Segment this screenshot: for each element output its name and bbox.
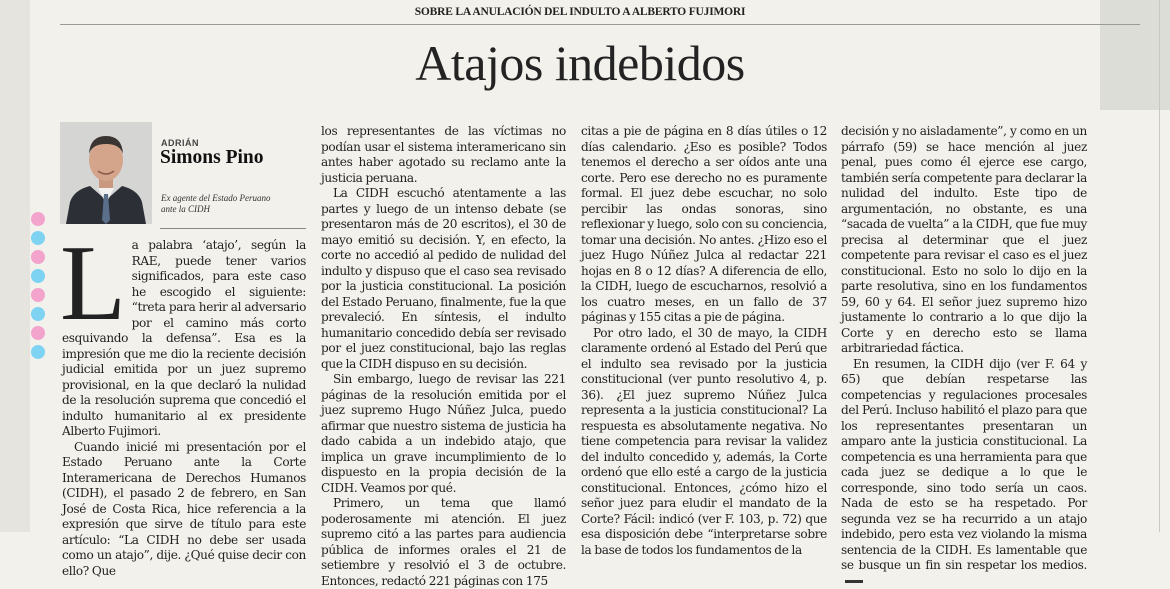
paragraph: decisión y no aisladamente”, y como en un párrafo (59) se hace mención al juez penal, pues como él ejerce ese cargo, también sería competente para declarar la nulidad del indulto. Este tipo de argumentación, no obstante, es una “sacada de vuelta” a la CIDH, que fue muy precisa al determinar que el juez competente para revisar el caso es el juez constitucional. Esto no solo lo dijo en la parte resolutiva, sino en los fundamentos 59, 60 y 64. El señor juez supremo hizo justamente lo contrario a lo que dijo la Corte y en derecho esto se llama arbitrariedad fáctica. <box>841 124 1087 357</box>
calibration-dot <box>31 288 45 302</box>
drop-cap: L <box>60 244 126 330</box>
author-portrait-icon <box>60 122 152 224</box>
column-4 <box>841 124 1087 589</box>
paragraph: Por otro lado, el 30 de mayo, la CIDH claramente ordenó al Estado del Perú que el indulto sea revisado por la justicia constitucional (ver punto resolutivo 4, p. 36). ¿El juez supremo Núñez Julca representa a la justicia constitucional? La respuesta es absolutamente negativa. No tiene competencia para revisar la validez del indulto concedido y, además, la Corte ordenó que ello esté a cargo de la justicia constitucional. Entonces, ¿cómo hizo el señor juez para eludir el mandato de la Corte? Fácil: indicó (ver F. 103, p. 72) que esa disposición debe “interpretarse sobre la base de todos los fundamentos de la <box>581 326 827 559</box>
paragraph: La CIDH escuchó atentamente a las partes y luego de un intenso debate (se presentaron más de 20 escritos), el 30 de mayo emitió su decisión. Y, en efecto, la corte no accedió al pedido de nulidad del indulto y dispuso que el caso sea revisado por la justicia constitucional. La posición del Estado Peruano, finalmente, fue la que prevaleció. En síntesis, el indulto humanitario concedido debía ser revisado por el juez constitucional, bajo las reglas que la CIDH dispuso en su decisión. <box>321 186 566 372</box>
author-role: Ex agente del Estado Peruano ante la CIDH <box>161 193 271 215</box>
article-headline: Atajos indebidos <box>300 34 860 92</box>
author-divider <box>160 228 306 229</box>
calibration-dot <box>31 307 45 321</box>
color-calibration-strip <box>27 212 49 364</box>
end-of-article-icon <box>845 580 863 583</box>
author-last-name: Simons Pino <box>160 147 264 169</box>
paragraph: Sin embargo, luego de revisar las 221 páginas de la resolución emitida por el juez supremo Hugo Núñez Julca, puedo afirmar que nuestro sistema de justicia ha dado cabida a un indebido atajo, que implica un grave incumplimiento de lo dispuesto en la propia decisión de la CIDH. Veamos por qué. <box>321 372 566 496</box>
paragraph: La palabra ‘atajo’, según la RAE, puede tener varios significados, para este caso he escogido el siguiente: “treta para herir al adversario por el camino más corto esquivando la defensa”. Esa es la impresión que me dio la reciente decisión judicial emitida por un juez supremo provisional, en la que declaró la nulidad de la resolución suprema que concedió el indulto humanitario al ex presidente Alberto Fujimori. <box>62 238 306 440</box>
paragraph: Primero, un tema que llamó poderosamente mi atención. El juez supremo citó a las partes para audiencia pública de informes orales el 21 de setiembre y resolvió el 3 de octubre. Entonces, redactó 221 páginas con 175 <box>321 496 566 589</box>
column-3 <box>581 124 827 558</box>
paragraph: Cuando inicié mi presentación por el Estado Peruano ante la Corte Interamericana de Derechos Humanos (CIDH), el pasado 2 de febrero, en San José de Costa Rica, hice referencia a la expresión que sirve de título para este artículo: “La CIDH no debe ser usada como un atajo”, dije. ¿Qué quise decir con ello? Que <box>62 440 306 580</box>
author-photo <box>60 122 152 224</box>
page-edge-rule <box>1159 0 1160 532</box>
section-kicker: SOBRE LA ANULACIÓN DEL INDULTO A ALBERTO FUJIMORI <box>330 6 830 18</box>
calibration-dot <box>31 231 45 245</box>
author-first-name: ADRIÁN <box>161 138 199 148</box>
kicker-divider <box>60 24 1140 25</box>
column-1 <box>62 238 306 579</box>
paragraph: los representantes de las víctimas no podían usar el sistema interamericano sin antes haber agotado su reclamo ante la justicia peruana. <box>321 124 566 186</box>
paragraph: citas a pie de página en 8 días útiles o 12 días calendario. ¿Eso es posible? Todos tenemos el derecho a ser oídos ante una corte. Pero ese derecho no es puramente formal. El juez debe escuchar, no solo percibir las ondas sonoras, sino reflexionar y luego, solo con su conciencia, tomar una decisión. No antes. ¿Hizo eso el juez Hugo Núñez Julca al redactar 221 hojas en 8 o 12 días? A diferencia de ello, la CIDH, luego de escucharnos, resolvió a los cuatro meses, en un fallo de 37 páginas y 155 citas a pie de página. <box>581 124 827 326</box>
column-2 <box>321 124 566 589</box>
calibration-dot <box>31 345 45 359</box>
adjacent-page-edge <box>0 0 30 532</box>
calibration-dot <box>31 250 45 264</box>
calibration-dot <box>31 212 45 226</box>
calibration-dot <box>31 269 45 283</box>
calibration-dot <box>31 326 45 340</box>
paragraph: En resumen, la CIDH dijo (ver F. 64 y 65) que debían respetarse las competencias y regulaciones procesales del Perú. Incluso habilitó el plazo para que los representantes presentaran un amparo ante la justicia constitucional. La competencia es una herramienta para que cada juez se dedique a lo que le corresponde, sino todo sería un caos. Nada de esto se ha respetado. Por segunda vez se ha recurrido a un atajo indebido, pero esta vez violando la misma sentencia de la CIDH. Es lamentable que se busque un fin sin respetar los medios. <box>841 357 1087 589</box>
